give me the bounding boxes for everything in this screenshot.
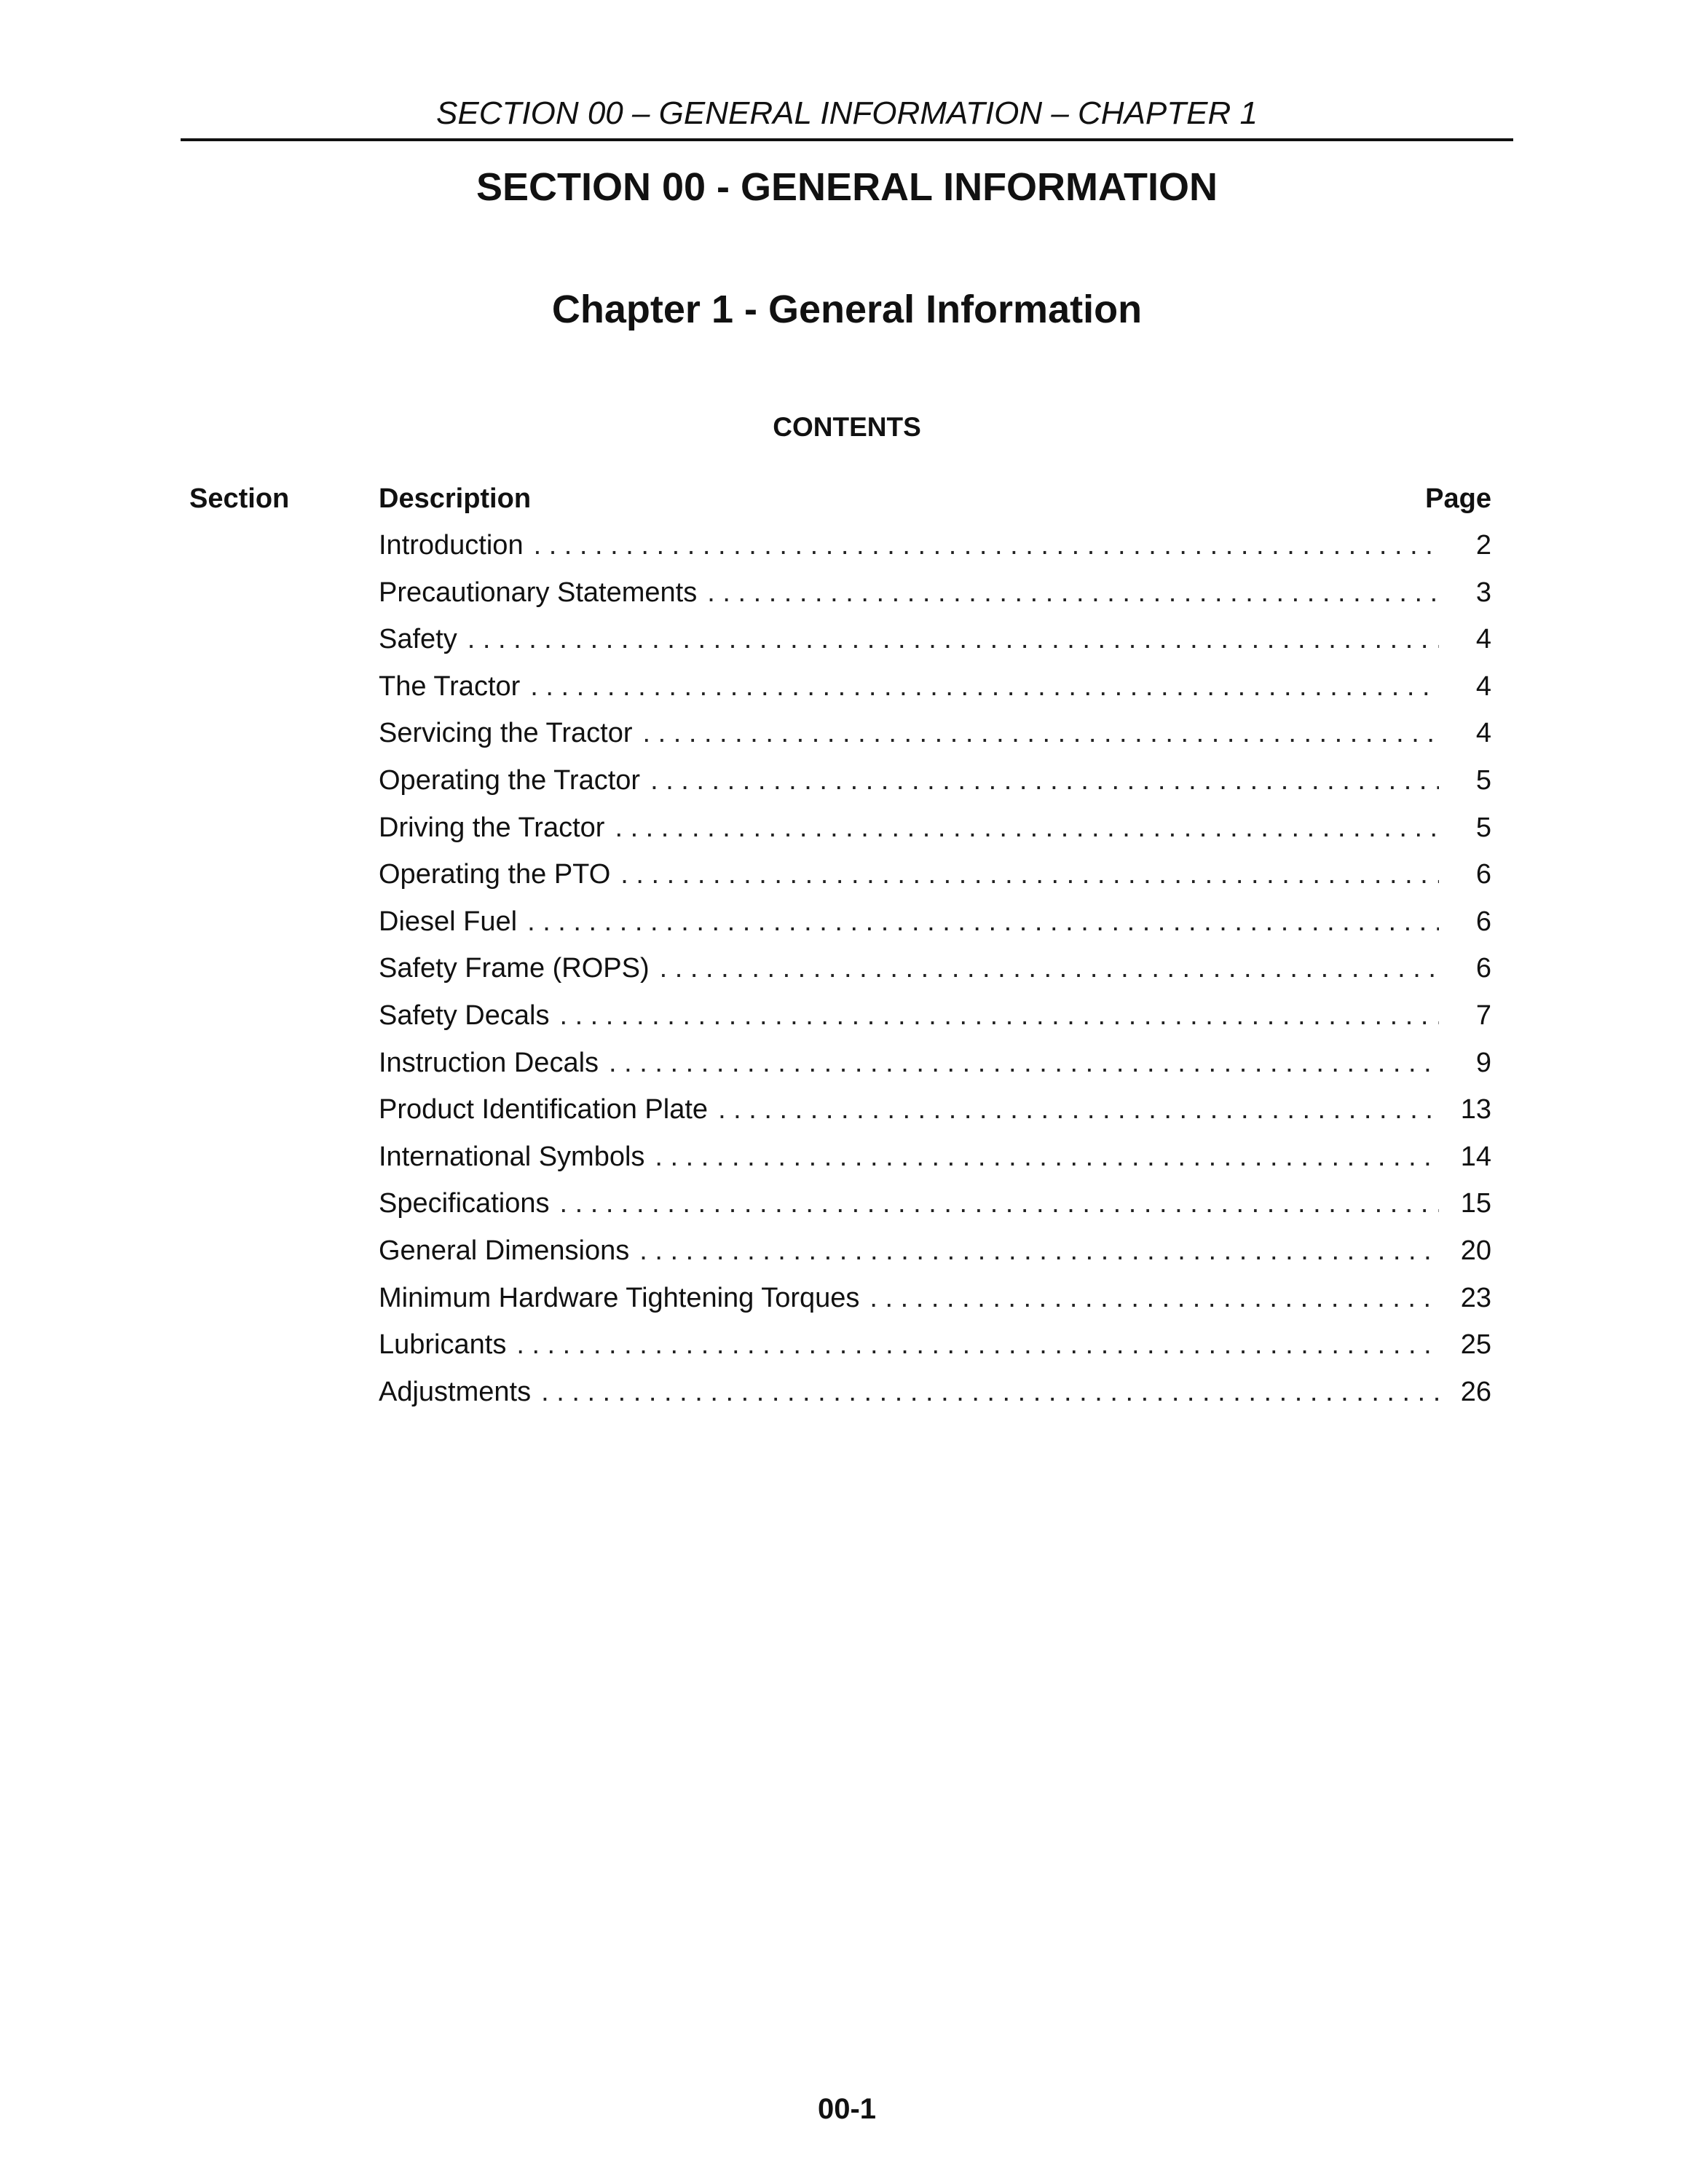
- contents-heading: CONTENTS: [773, 412, 921, 442]
- table-of-contents: [379, 527, 1491, 1420]
- dot-leader: [468, 621, 1439, 657]
- toc-entry-introduction[interactable]: [379, 527, 1491, 574]
- toc-entry-precautionary-statements[interactable]: [379, 574, 1491, 622]
- dot-leader: [609, 1045, 1439, 1081]
- toc-entry-page: 7: [1475, 1000, 1491, 1031]
- toc-entry-page: 25: [1460, 1329, 1491, 1361]
- running-header: SECTION 00 – GENERAL INFORMATION – CHAPTER 1: [436, 95, 1258, 131]
- toc-entry-title: The Tractor: [379, 670, 521, 702]
- toc-entry-title: Operating the Tractor: [379, 764, 641, 796]
- toc-entry-title: Product Identification Plate: [379, 1094, 709, 1125]
- toc-entry-title: Driving the Tractor: [379, 812, 605, 843]
- dot-leader: [707, 574, 1439, 611]
- page-column-header: Page: [1425, 483, 1491, 514]
- toc-entry-international-symbols[interactable]: [379, 1139, 1491, 1186]
- toc-entry-page: 6: [1475, 859, 1491, 890]
- dot-leader: [660, 950, 1439, 986]
- dot-leader: [718, 1091, 1439, 1128]
- toc-entry-title: Safety Frame (ROPS): [379, 953, 650, 984]
- toc-entry-page: 5: [1475, 764, 1491, 796]
- toc-entry-title: Specifications: [379, 1188, 550, 1219]
- toc-entry-operating-the-tractor[interactable]: [379, 762, 1491, 810]
- toc-entry-minimum-hardware-tightening-torques[interactable]: [379, 1280, 1491, 1327]
- toc-entry-title: International Symbols: [379, 1141, 645, 1172]
- dot-leader: [650, 762, 1439, 799]
- toc-entry-page: 2: [1475, 530, 1491, 561]
- toc-entry-the-tractor[interactable]: [379, 668, 1491, 716]
- toc-entry-title: Safety: [379, 624, 457, 655]
- section-title: SECTION 00 - GENERAL INFORMATION: [476, 165, 1218, 209]
- dot-leader: [642, 715, 1439, 751]
- toc-entry-title: Diesel Fuel: [379, 906, 518, 937]
- toc-entry-title: Precautionary Statements: [379, 577, 698, 608]
- toc-entry-general-dimensions[interactable]: [379, 1233, 1491, 1280]
- toc-entry-driving-the-tractor[interactable]: [379, 810, 1491, 857]
- toc-entry-page: 9: [1475, 1047, 1491, 1078]
- toc-entry-adjustments[interactable]: [379, 1374, 1491, 1421]
- toc-entry-title: Minimum Hardware Tightening Torques: [379, 1282, 860, 1313]
- toc-entry-page: 5: [1475, 812, 1491, 843]
- dot-leader: [655, 1139, 1439, 1175]
- toc-entry-page: 23: [1460, 1282, 1491, 1313]
- toc-entry-title: Servicing the Tractor: [379, 718, 633, 749]
- toc-entry-title: Operating the PTO: [379, 859, 611, 890]
- toc-entry-page: 15: [1460, 1188, 1491, 1219]
- dot-leader: [559, 997, 1439, 1034]
- toc-entry-title: Safety Decals: [379, 1000, 550, 1031]
- toc-entry-page: 6: [1475, 906, 1491, 937]
- toc-entry-operating-the-pto[interactable]: [379, 856, 1491, 903]
- toc-entry-title: Instruction Decals: [379, 1047, 599, 1078]
- toc-entry-title: Lubricants: [379, 1329, 507, 1361]
- toc-entry-servicing-the-tractor[interactable]: [379, 715, 1491, 762]
- dot-leader: [516, 1326, 1439, 1363]
- toc-entry-lubricants[interactable]: [379, 1326, 1491, 1374]
- toc-entry-page: 4: [1475, 718, 1491, 749]
- page-number: 00-1: [817, 2093, 877, 2125]
- toc-entry-title: General Dimensions: [379, 1235, 630, 1266]
- dot-leader: [559, 1185, 1439, 1222]
- toc-entry-page: 3: [1475, 577, 1491, 608]
- toc-entry-page: 6: [1475, 953, 1491, 984]
- toc-entry-diesel-fuel[interactable]: [379, 903, 1491, 951]
- dot-leader: [869, 1280, 1439, 1316]
- dot-leader: [639, 1233, 1439, 1269]
- toc-entry-page: 26: [1460, 1376, 1491, 1407]
- toc-entry-page: 14: [1460, 1141, 1491, 1172]
- dot-leader: [530, 668, 1439, 705]
- section-column-header: Section: [189, 483, 290, 514]
- chapter-title: Chapter 1 - General Information: [551, 288, 1143, 331]
- dot-leader: [534, 527, 1439, 563]
- toc-entry-title: Adjustments: [379, 1376, 532, 1407]
- toc-entry-specifications[interactable]: [379, 1185, 1491, 1233]
- toc-entry-page: 13: [1460, 1094, 1491, 1125]
- dot-leader: [620, 856, 1439, 893]
- dot-leader: [541, 1374, 1439, 1410]
- header-divider: [181, 138, 1513, 141]
- toc-entry-page: 4: [1475, 670, 1491, 702]
- dot-leader: [615, 810, 1439, 846]
- toc-entry-safety-decals[interactable]: [379, 997, 1491, 1045]
- toc-entry-product-identification-plate[interactable]: [379, 1091, 1491, 1139]
- toc-entry-title: Introduction: [379, 530, 524, 561]
- toc-entry-page: 20: [1460, 1235, 1491, 1266]
- description-column-header: Description: [379, 483, 532, 514]
- toc-entry-page: 4: [1475, 624, 1491, 655]
- dot-leader: [527, 903, 1439, 940]
- toc-entry-safety[interactable]: [379, 621, 1491, 668]
- toc-entry-safety-frame-rops[interactable]: [379, 950, 1491, 997]
- toc-entry-instruction-decals[interactable]: [379, 1045, 1491, 1092]
